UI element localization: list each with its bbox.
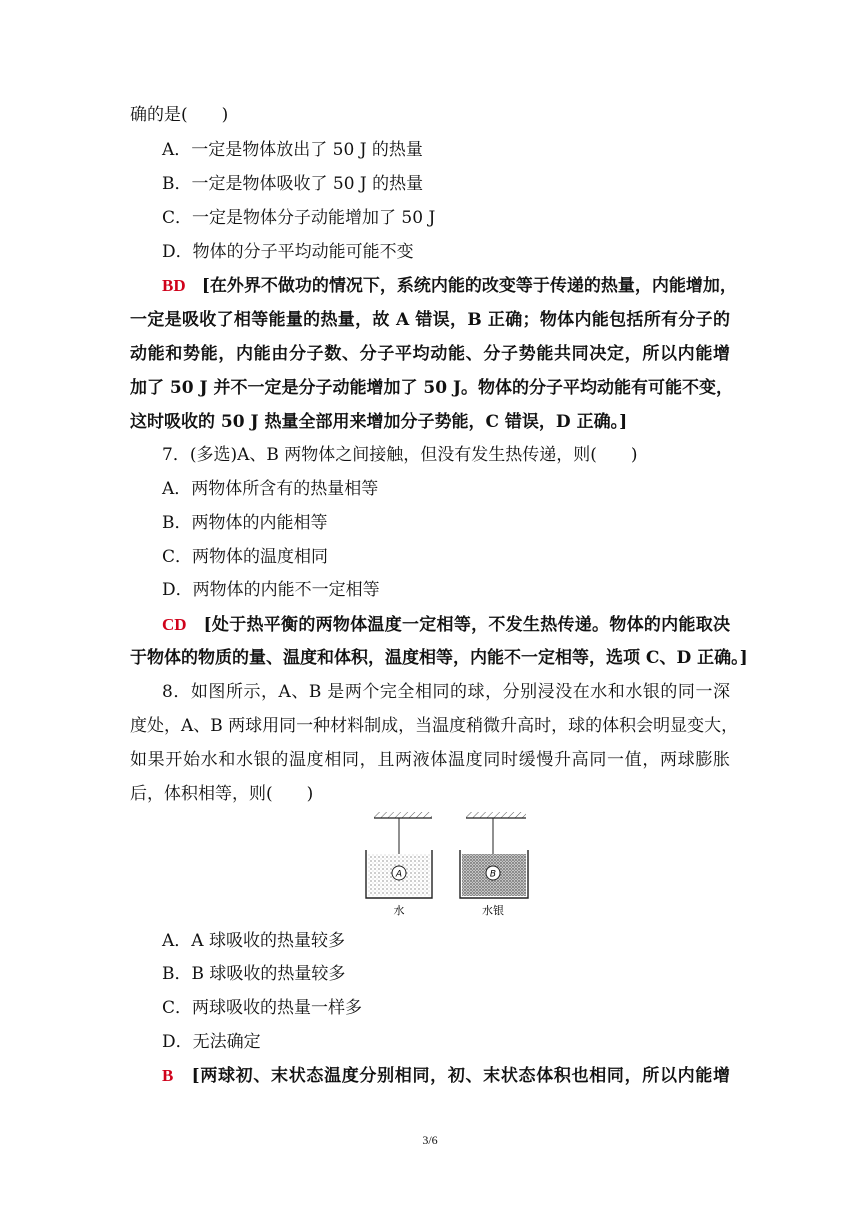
question-8-stem-line-1: 8．如图所示，A、B 是两个完全相同的球，分别浸没在水和水银的同一深 — [162, 682, 730, 702]
question-8-explanation-line-1 — [162, 1065, 730, 1087]
water-setup — [366, 812, 432, 917]
question-7-answer: CD — [162, 615, 187, 634]
page-number: 3/6 — [422, 1133, 438, 1147]
question-8-explanation-text-1: [两球初、末状态温度分别相同，初、末状态体积也相同，所以内能增 — [191, 1066, 730, 1086]
question-6-option-b: B．一定是物体吸收了 50 J 的热量 — [162, 174, 424, 194]
question-8-answer: B — [162, 1066, 174, 1085]
question-7-explanation-line-1 — [162, 614, 730, 636]
question-6-explanation-line-2: 一定是吸收了相等能量的热量，故 A 错误，B 正确；物体内能包括所有分子的 — [130, 310, 730, 330]
mercury-label: 水银 — [482, 904, 504, 917]
question-6-explanation-line-4: 加了 50 J 并不一定是分子动能增加了 50 J。物体的分子平均动能有可能不变， — [130, 378, 733, 398]
question-7-option-c: C．两物体的温度相同 — [162, 547, 329, 567]
ball-a-label: A — [395, 869, 403, 880]
ceiling-hatch-left — [374, 812, 432, 818]
question-8-option-b: B．B 球吸收的热量较多 — [162, 964, 346, 984]
question-6-stem-tail: 确的是( ) — [130, 105, 229, 125]
question-6-explanation-text-1: [在外界不做功的情况下，系统内能的改变等于传递的热量，内能增加， — [201, 276, 737, 296]
question-6-option-d: D．物体的分子平均动能可能不变 — [162, 242, 414, 262]
question-6-explanation-line-3: 动能和势能，内能由分子数、分子平均动能、分子势能共同决定，所以内能增 — [130, 344, 730, 364]
question-7-option-b: B．两物体的内能相等 — [162, 513, 328, 533]
question-8-option-d: D．无法确定 — [162, 1032, 261, 1052]
question-6-option-a: A．一定是物体放出了 50 J 的热量 — [162, 140, 423, 160]
question-7-stem: 7．(多选)A、B 两物体之间接触，但没有发生热传递，则( ) — [162, 445, 638, 465]
question-6-answer: BD — [162, 276, 186, 295]
ball-b-label: B — [489, 869, 497, 880]
question-8-option-a: A．A 球吸收的热量较多 — [162, 931, 345, 951]
question-8-stem-line-2: 度处，A、B 两球用同一种材料制成，当温度稍微升高时，球的体积会明显变大， — [130, 716, 739, 736]
ceiling-hatch-right — [466, 812, 526, 818]
question-8-stem-line-3: 如果开始水和水银的温度相同，且两液体温度同时缓慢升高同一值，两球膨胀 — [130, 750, 730, 770]
question-7-option-a: A．两物体所含有的热量相等 — [162, 479, 379, 499]
question-8-figure — [362, 808, 562, 920]
mercury-setup — [460, 812, 528, 917]
question-7-explanation-text-1: [处于热平衡的两物体温度一定相等，不发生热传递。物体的内能取决 — [203, 615, 730, 635]
question-7-option-d: D．两物体的内能不一定相等 — [162, 580, 380, 600]
question-6-option-c: C．一定是物体分子动能增加了 50 J — [162, 208, 436, 228]
question-7-explanation-line-2: 于物体的物质的量、温度和体积，温度相等，内能不一定相等，选项 C、D 正确。] — [130, 648, 748, 668]
question-6-explanation-line-1 — [162, 275, 737, 297]
question-8-stem-line-4: 后，体积相等，则( ) — [130, 784, 314, 804]
question-6-explanation-line-5: 这时吸收的 50 J 热量全部用来增加分子势能，C 错误，D 正确。] — [130, 412, 628, 432]
question-8-option-c: C．两球吸收的热量一样多 — [162, 998, 363, 1018]
water-label: 水 — [393, 904, 405, 917]
